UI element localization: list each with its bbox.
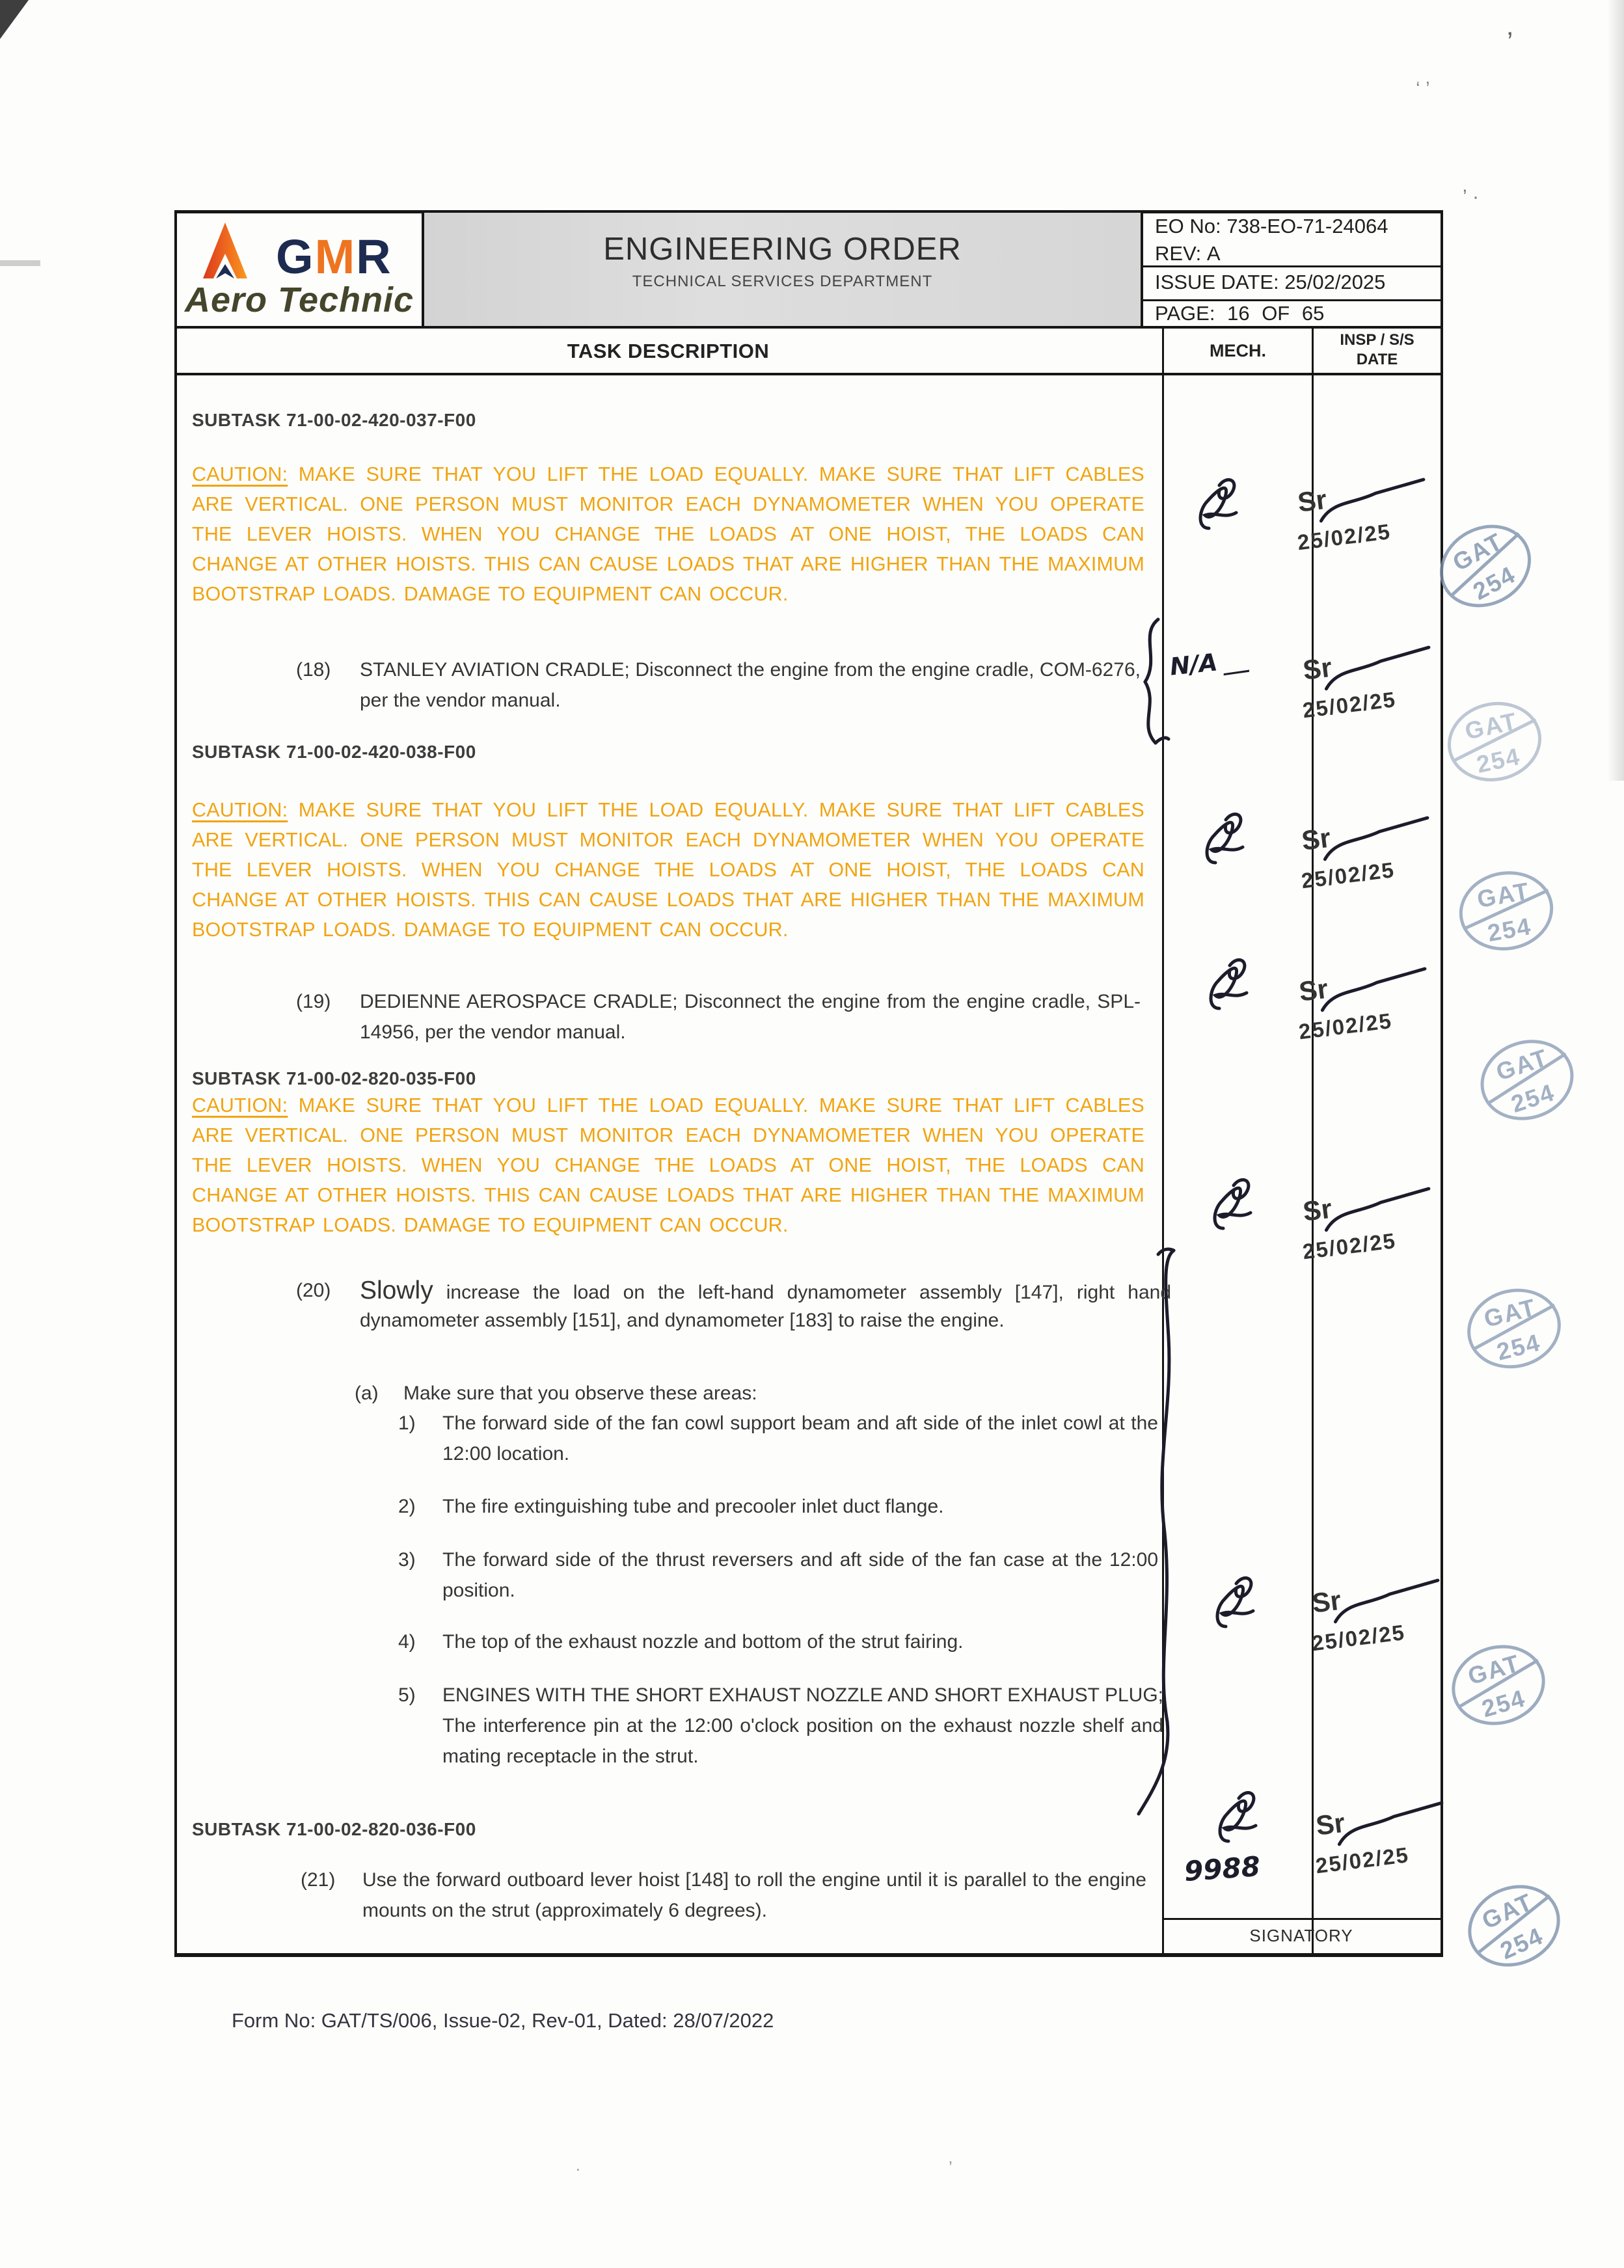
step-20a: (a) Make sure that you observe these areas: [355, 1383, 757, 1404]
svg-text:GAT: GAT [1493, 1044, 1552, 1086]
step-19: (19) DEDIENNE AEROSPACE CRADLE; Disconnect the engine from the engine cradle, SPL-14956, per the vendor manual. [296, 991, 1141, 1043]
mech-signature-icon [1196, 952, 1280, 1025]
table-line-infobox [1141, 210, 1143, 326]
svg-text:GAT: GAT [1478, 1888, 1537, 1934]
observe-area-5: 5) ENGINES WITH THE SHORT EXHAUST NOZZLE AND SHORT EXHAUST PLUG; The interference pin at the 12:00 o'clock position on the exhaust nozzle shelf and mating receptacle in the strut. [398, 1684, 1163, 1767]
step-21: (21) Use the forward outboard lever hoist [148] to roll the engine until it is parallel to the engine mounts on the strut (approximately 6 degrees). [301, 1869, 1146, 1921]
svg-text:254: 254 [1508, 1079, 1558, 1118]
step-20: (20) Slowly increase the load on the left-hand dynamometer assembly [147], right hand dynamometer assembly [151], and dynamometer [183] to raise the engine. [296, 1276, 1172, 1331]
gat-254-stamp [1457, 1276, 1572, 1381]
observe-area-1: 1) The forward side of the fan cowl support beam and aft side of the inlet cowl at the 12:00 location. [398, 1412, 1158, 1465]
svg-text:GAT: GAT [1475, 877, 1532, 913]
scan-speck: ’ [1507, 26, 1513, 57]
mech-signature-icon [1192, 807, 1277, 880]
caution-block-1: CAUTION: MAKE SURE THAT YOU LIFT THE LOAD EQUALLY. MAKE SURE THAT LIFT CABLES ARE VERTICAL. ONE PERSON MUST MONITOR EACH DYNAMOMETER WHEN YOU OPERATE THE LEVER HOISTS. WHEN YOU CHANGE THE LOADS AT ONE HOIST, THE LOADS CAN CHANGE AT OTHER HOISTS. THIS CAN CAUSE LOADS THAT ARE HIGHER THAN THE MAXIMUM BOOTSTRAP LOADS. DAMAGE TO EQUIPMENT CAN OCCUR. [192, 463, 1144, 605]
handwritten-brace-step18 [1130, 617, 1171, 747]
svg-text:254: 254 [1494, 1329, 1543, 1366]
mech-na-dash: — [1219, 653, 1253, 690]
scan-speck: ‘ ’ [1416, 78, 1430, 100]
scan-speck: ’ [949, 2157, 953, 2177]
observe-area-4: 4) The top of the exhaust nozzle and bottom of the strut fairing. [398, 1631, 964, 1653]
insp-sign-date: Sr 25/02/25 [1310, 1794, 1483, 1904]
svg-text:GAT: GAT [1462, 707, 1520, 745]
svg-text:GAT: GAT [1465, 1649, 1524, 1690]
gat-254-stamp [1451, 861, 1562, 960]
page-title: ENGINEERING ORDER [603, 232, 962, 267]
page-subtitle: TECHNICAL SERVICES DEPARTMENT [632, 273, 933, 290]
svg-text:GAT: GAT [1481, 1293, 1539, 1332]
table-border-left [174, 210, 177, 1957]
eo-number: EO No: 738-EO-71-24064 [1155, 215, 1388, 237]
column-header-insp: INSP / S/S DATE [1340, 331, 1414, 368]
svg-text:254: 254 [1468, 561, 1521, 606]
column-header-mech: MECH. [1210, 341, 1266, 360]
insp-sign-date: Sr 25/02/25 [1306, 1571, 1479, 1681]
table-line-header [174, 326, 1443, 329]
svg-text:254: 254 [1474, 742, 1523, 778]
caution-block-3: CAUTION: MAKE SURE THAT YOU LIFT THE LOAD EQUALLY. MAKE SURE THAT LIFT CABLES ARE VERTICAL. ONE PERSON MUST MONITOR EACH DYNAMOMETER WHEN YOU OPERATE THE LEVER HOISTS. WHEN YOU CHANGE THE LOADS AT ONE HOIST, THE LOADS CAN CHANGE AT OTHER HOISTS. THIS CAN CAUSE LOADS THAT ARE HIGHER THAN THE MAXIMUM BOOTSTRAP LOADS. DAMAGE TO EQUIPMENT CAN OCCUR. [192, 1094, 1144, 1236]
signatory-label: SIGNATORY [1249, 1926, 1353, 1945]
table-line-colhdr [174, 373, 1443, 375]
subtask-420-038: SUBTASK 71-00-02-420-038-F00 [192, 742, 476, 762]
scan-edge-shadow [1607, 0, 1624, 781]
signatory-line [1162, 1918, 1442, 1920]
insp-sign-date: Sr 25/02/25 [1297, 1180, 1470, 1289]
svg-text:254: 254 [1496, 1922, 1548, 1965]
logo-gmr-text: GMR [276, 230, 392, 284]
infobox-line-1 [1141, 265, 1443, 267]
eo-rev: REV: A [1155, 242, 1221, 265]
subtask-820-035: SUBTASK 71-00-02-820-035-F00 [192, 1068, 476, 1088]
insp-sign-date: Sr 25/02/25 [1292, 470, 1465, 580]
insp-sign-date: Sr 25/02/25 [1297, 638, 1470, 748]
observe-area-2: 2) The fire extinguishing tube and precooler inlet duct flange. [398, 1496, 944, 1517]
eo-page: PAGE: 16 OF 65 [1155, 302, 1325, 325]
svg-text:254: 254 [1485, 912, 1534, 947]
gat-254-stamp [1468, 1025, 1586, 1135]
table-border-bottom [174, 1953, 1443, 1957]
observe-area-3: 3) The forward side of the thrust reversers and aft side of the fan case at the 12:00 position. [398, 1549, 1158, 1601]
mech-signature-icon [1185, 472, 1270, 545]
mech-stamp-code: 9988 [1183, 1850, 1262, 1888]
column-header-task: TASK DESCRIPTION [567, 340, 770, 362]
svg-text:GAT: GAT [1448, 528, 1508, 576]
subtask-420-037: SUBTASK 71-00-02-420-037-F00 [192, 410, 476, 430]
mech-signature-icon [1200, 1172, 1284, 1245]
scan-corner-artifact [0, 0, 29, 39]
mech-signature-icon [1205, 1785, 1290, 1858]
form-footer: Form No: GAT/TS/006, Issue-02, Rev-01, Dated: 28/07/2022 [232, 2009, 774, 2032]
mech-na-note: N/A [1168, 648, 1219, 681]
scan-left-mark [0, 260, 40, 266]
eo-issue-date: ISSUE DATE: 25/02/2025 [1155, 271, 1386, 293]
gmr-arrow-icon [199, 221, 251, 281]
insp-sign-date: Sr 25/02/25 [1296, 809, 1468, 919]
mech-signature-icon [1202, 1571, 1287, 1643]
scan-speck: ’ · [1463, 186, 1479, 208]
insp-sign-date: Sr 25/02/25 [1293, 960, 1466, 1070]
infobox-line-2 [1141, 299, 1443, 301]
scan-speck: · [575, 2159, 581, 2178]
handwritten-bracket-step20 [1133, 1247, 1185, 1822]
step-18: (18) STANLEY AVIATION CRADLE; Disconnect the engine from the engine cradle, COM-6276, per the vendor manual. [296, 659, 1141, 711]
svg-text:254: 254 [1478, 1684, 1529, 1723]
subtask-820-036: SUBTASK 71-00-02-820-036-F00 [192, 1819, 476, 1839]
caution-block-2: CAUTION: MAKE SURE THAT YOU LIFT THE LOAD EQUALLY. MAKE SURE THAT LIFT CABLES ARE VERTICAL. ONE PERSON MUST MONITOR EACH DYNAMOMETER WHEN YOU OPERATE THE LEVER HOISTS. WHEN YOU CHANGE THE LOADS AT ONE HOIST, THE LOADS CAN CHANGE AT OTHER HOISTS. THIS CAN CAUSE LOADS THAT ARE HIGHER THAN THE MAXIMUM BOOTSTRAP LOADS. DAMAGE TO EQUIPMENT CAN OCCUR. [192, 799, 1144, 941]
title-cell [424, 213, 1141, 326]
logo-aero-technic: Aero Technic [185, 280, 414, 319]
